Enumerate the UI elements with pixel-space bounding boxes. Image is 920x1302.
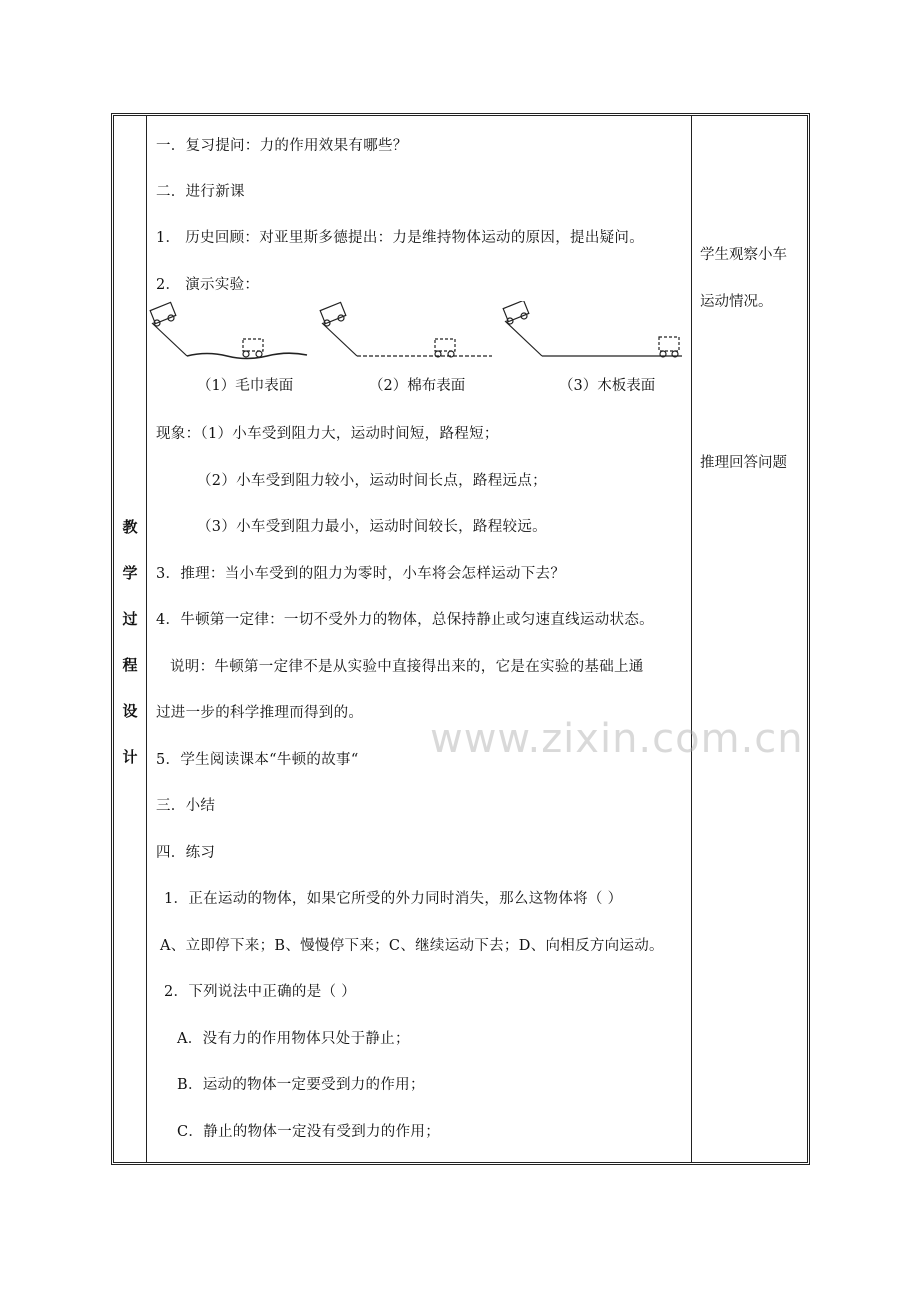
explanation-line-1: 说明：牛顿第一定律不是从实验中直接得出来的，它是在实验的基础上通 xyxy=(170,659,644,675)
towel-setup xyxy=(150,302,307,358)
caption-towel: （1）毛巾表面 xyxy=(197,378,294,394)
question-1: 1．正在运动的物体，如果它所受的外力同时消失，那么这物体将（ ） xyxy=(164,891,623,907)
phenomenon-3: （3）小车受到阻力最小，运动时间较长，路程较远。 xyxy=(197,519,547,535)
watermark: www.zixin.com.cn xyxy=(430,716,804,762)
question-1-options: A、立即停下来；B、慢慢停下来；C、继续运动下去；D、向相反方向运动。 xyxy=(160,938,664,954)
note-reasoning: 推理回答问题 xyxy=(700,455,787,471)
phenomenon-2: （2）小车受到阻力较小，运动时间长点，路程远点； xyxy=(197,473,547,489)
summary-heading: 三．小结 xyxy=(156,798,216,814)
side-title-char: 教 xyxy=(122,518,138,536)
option-a: A．没有力的作用物体只处于静止； xyxy=(177,1031,410,1047)
caption-wood: （3）木板表面 xyxy=(559,378,656,394)
question-2: 2．下列说法中正确的是（ ） xyxy=(164,984,357,1000)
side-title-char: 设 xyxy=(122,702,138,720)
option-c: C．静止的物体一定没有受到力的作用； xyxy=(177,1124,440,1140)
new-lesson-heading: 二．进行新课 xyxy=(156,184,245,200)
reasoning-question: 3．推理：当小车受到的阻力为零时，小车将会怎样运动下去？ xyxy=(156,566,566,582)
reading-assignment: 5．学生阅读课本“牛顿的故事“ xyxy=(156,752,359,768)
note-observe-2: 运动情况。 xyxy=(700,294,773,310)
side-title-char: 计 xyxy=(122,748,138,766)
note-observe-1: 学生观察小车 xyxy=(700,247,787,263)
side-title-char: 过 xyxy=(122,610,138,628)
side-title-column xyxy=(114,116,147,1162)
caption-cotton: （2）棉布表面 xyxy=(369,378,466,394)
review-question: 一．复习提问：力的作用效果有哪些？ xyxy=(156,138,408,154)
demo-heading: 2． 演示实验： xyxy=(156,277,260,293)
wood-setup xyxy=(503,301,682,357)
lesson-table xyxy=(111,113,810,1165)
experiment-diagram xyxy=(147,301,691,361)
newton-first-law: 4．牛顿第一定律：一切不受外力的物体，总保持静止或匀速直线运动状态。 xyxy=(156,612,654,628)
explanation-line-2: 过进一步的科学推理而得到的。 xyxy=(156,705,364,721)
practice-heading: 四．练习 xyxy=(156,845,216,861)
side-title-char: 学 xyxy=(122,564,138,582)
side-title-char: 程 xyxy=(122,656,138,674)
cotton-setup xyxy=(320,302,492,357)
history-review: 1． 历史回顾：对亚里斯多德提出：力是维持物体运动的原因，提出疑问。 xyxy=(156,230,645,246)
notes-column xyxy=(692,116,807,1162)
phenomenon-1: 现象：（1）小车受到阻力大，运动时间短，路程短； xyxy=(156,426,499,442)
option-b: B．运动的物体一定要受到力的作用； xyxy=(177,1077,425,1093)
